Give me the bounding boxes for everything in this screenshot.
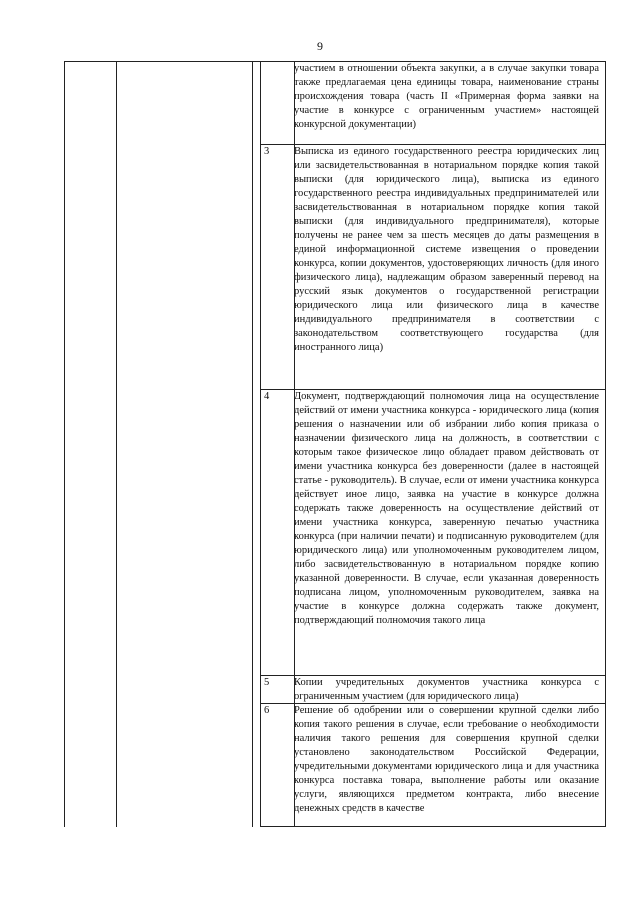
- requirements-table: [64, 61, 605, 827]
- row-text: Документ, подтверждающий полномочия лица на осуществление действий от имени участника конкурса - юридического лица (копия решения о назначении или об избрании либо копия приказа о назначении физического лица на должность, в соответствии с которым такое физическое лицо обладает правом действовать от имени участника конкурса без доверенности (далее в настоящей статье - руководитель). В случае, если от имени участника конкурса действует иное лицо, заявка на участие в конкурсе должна содержать также доверенность на осуществление действий от имени участника конкурса, заверенную печатью участника конкурса (при наличии печати) и подписанную руководителем (для юридического лица) или уполномоченным руководителем лицом, либо засвидетельствованную в нотариальном порядке копию указанной доверенности. В случае, если указанная доверенность подписана лицом, уполномоченным руководителем, заявка на участие в конкурсе должна содержать также документ, подтверждающий полномочия такого лица: [294, 391, 599, 626]
- row-text: Выписка из единого государственного реестра юридических лиц или засвидетельствованная в нотариальном порядке копия такой выписки (для юридического лица), выписка из единого государственного реестра индивидуальных предпринимателей или засвидетельствованная в нотариальном порядке копия такой выписки (для индивидуального предпринимателя), которые получены не ранее чем за шесть месяцев до даты размещения в единой информационной системе извещения о проведении конкурса, копии документов, удостоверяющих личность (для иного физического лица), надлежащим образом заверенный перевод на русский язык документов о государственной регистрации юридического лица или физического лица в качестве индивидуального предпринимателя в соответствии с законодательством соответствующего государства (для иностранного лица): [294, 146, 599, 353]
- row-divider: [260, 826, 605, 827]
- table-divider: [116, 61, 117, 827]
- table-row: [260, 144, 605, 389]
- row-number: 5: [264, 677, 270, 688]
- table-row: [260, 389, 605, 675]
- row-text: участием в отношении объекта закупки, а в случае закупки товара также предлагаемая цена единицы товара, наименование страны происхождения товара (часть II «Примерная форма заявки на участие в конкурсе с ограниченным участием» настоящей конкурсной документации): [294, 63, 599, 130]
- table-border-left: [64, 61, 65, 827]
- row-number: 4: [264, 391, 270, 402]
- table-border-right: [605, 61, 606, 827]
- row-text: Копии учредительных документов участника конкурса с ограниченным участием (для юридического лица): [294, 677, 599, 702]
- page-number: 9: [317, 39, 323, 53]
- row-number: 6: [264, 705, 270, 716]
- table-row: [260, 61, 605, 144]
- table-row: [260, 675, 605, 703]
- table-row: [260, 703, 605, 826]
- table-divider: [252, 61, 253, 827]
- row-text: Решение об одобрении или о совершении крупной сделки либо копия такого решения в случае, если требование о необходимости наличия такого решения для совершения крупной сделки установлено законодательством Российской Федерации, учредительными документами юридического лица и для участника конкурса поставка товара, выполнение работы или оказание услуги, являющихся предметом контракта, либо внесение денежных средств в качестве: [294, 705, 599, 814]
- row-number: 3: [264, 146, 270, 157]
